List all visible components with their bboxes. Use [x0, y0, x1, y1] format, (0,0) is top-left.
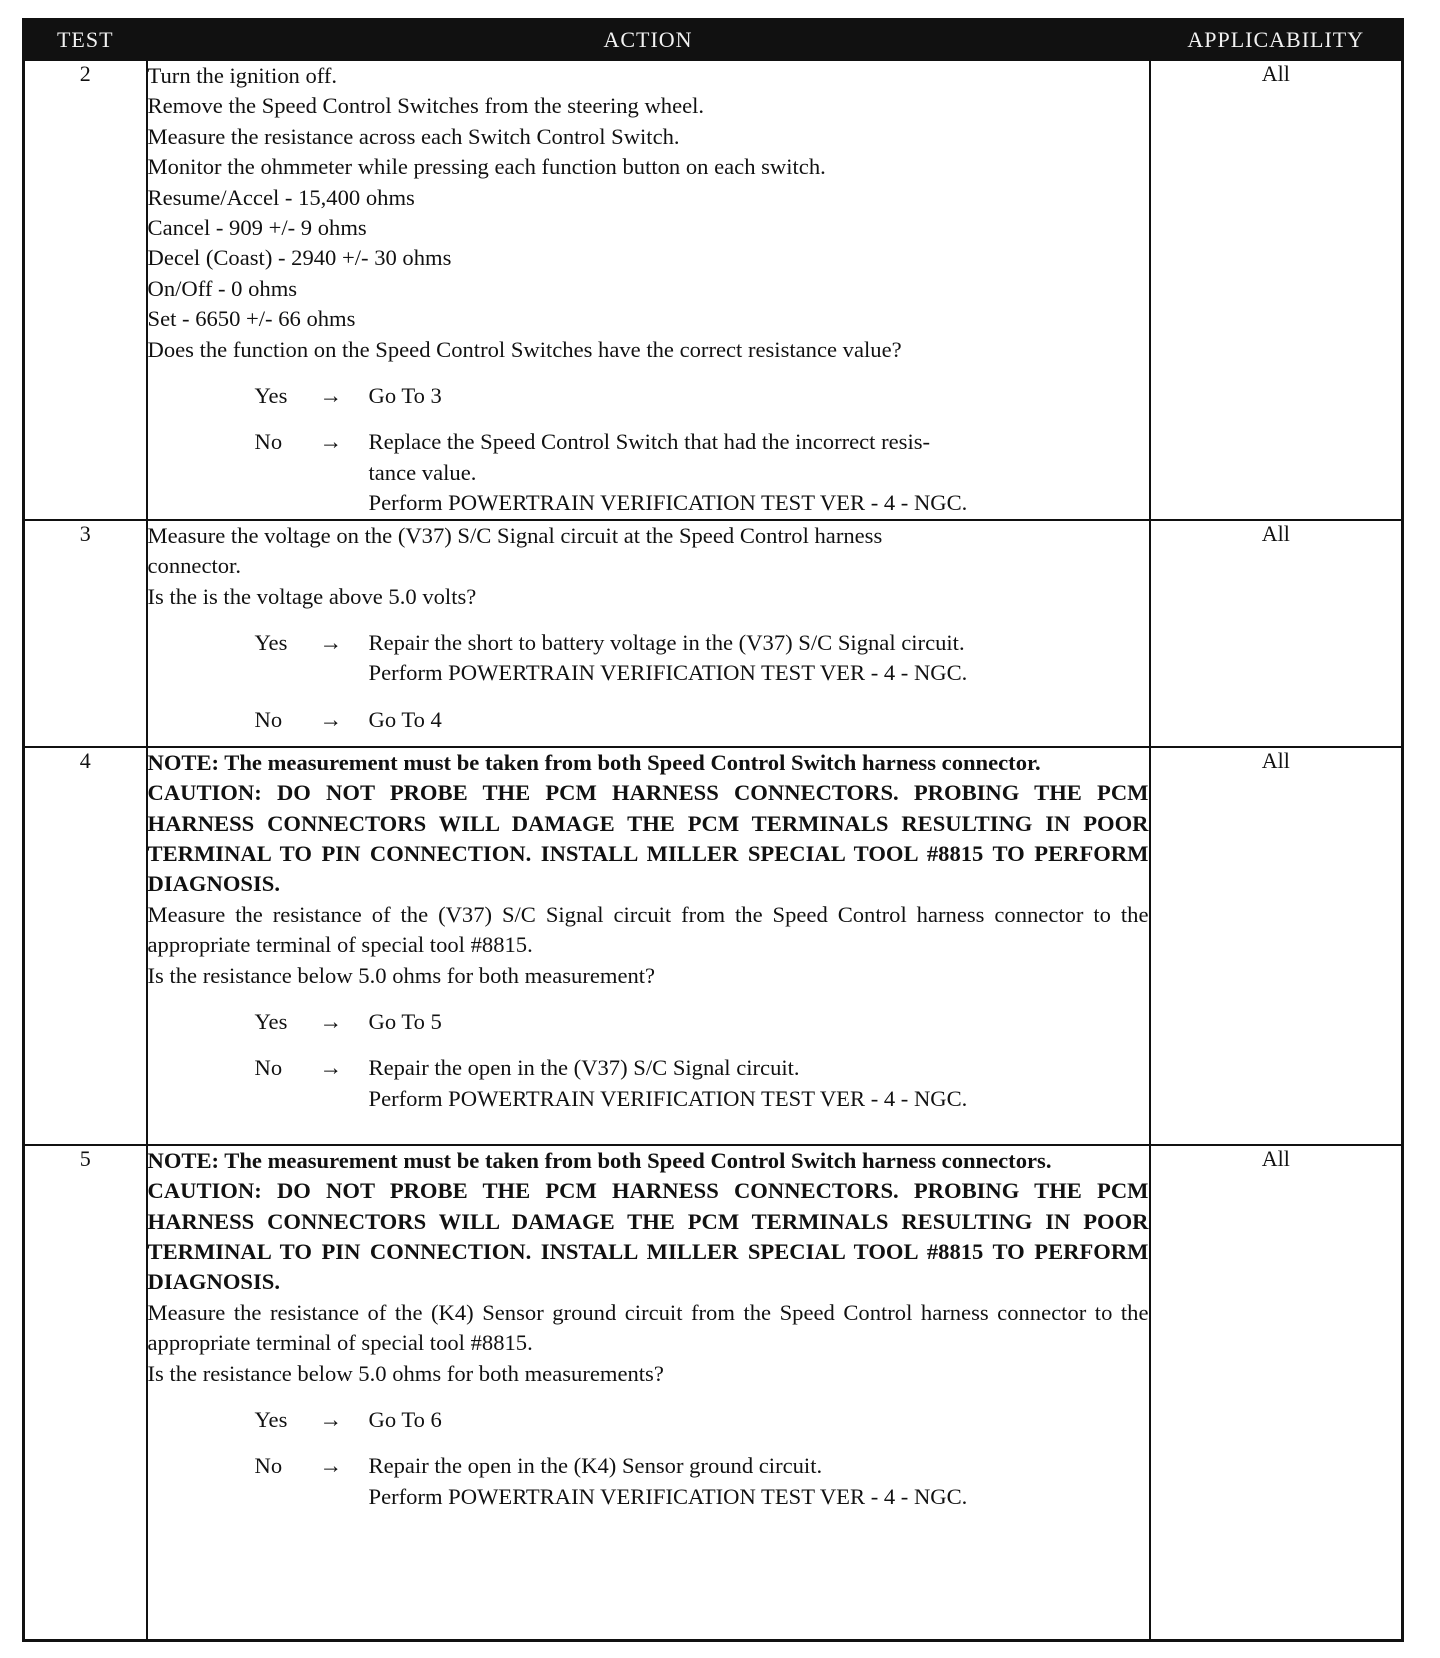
action-line: On/Off - 0 ohms	[147, 275, 298, 301]
action-line: Measure the resistance across each Switch Control Switch.	[147, 123, 680, 149]
test-number: 4	[24, 747, 147, 1145]
arrow-right-icon: →	[319, 1406, 343, 1432]
arrow-right-icon: →	[319, 383, 343, 409]
applicability-value: All	[1150, 520, 1403, 747]
note-text: NOTE: The measurement must be taken from both Speed Control Switch harness connector.	[147, 749, 1041, 775]
no-label: No	[254, 1055, 283, 1081]
result-text: Perform POWERTRAIN VERIFICATION TEST VER - 4 - NGC.	[368, 490, 968, 516]
yes-result	[148, 381, 1149, 411]
yes-label: Yes	[254, 1406, 288, 1432]
arrow-right-icon: →	[319, 706, 343, 732]
result-text: Go To 5	[368, 1008, 442, 1034]
arrow-right-icon: →	[319, 1055, 343, 1081]
yes-label: Yes	[254, 383, 288, 409]
test-number: 2	[24, 60, 147, 520]
caution-text: CAUTION: DO NOT PROBE THE PCM HARNESS CONNECTORS. PROBING THE PCM HARNESS CONNECTORS WILL DAMAGE THE PCM TERMINALS RESULTING IN POOR TERMINAL TO PIN CONNECTION. INSTALL MILLER SPECIAL TOOL #8815 TO PERFORM DIAGNOSIS.	[147, 1178, 1149, 1295]
applicability-value: All	[1150, 1145, 1403, 1641]
action-line: Monitor the ohmmeter while pressing each function button on each switch.	[147, 154, 826, 180]
result-text: tance value.	[368, 459, 477, 485]
result-text: Perform POWERTRAIN VERIFICATION TEST VER - 4 - NGC.	[368, 660, 968, 686]
action-line: Set - 6650 +/- 66 ohms	[147, 306, 356, 332]
arrow-right-icon: →	[319, 629, 343, 655]
applicability-value: All	[1150, 60, 1403, 520]
no-label: No	[254, 429, 283, 455]
caution-text: CAUTION: DO NOT PROBE THE PCM HARNESS CONNECTORS. PROBING THE PCM HARNESS CONNECTORS WILL DAMAGE THE PCM TERMINALS RESULTING IN POOR TERMINAL TO PIN CONNECTION. INSTALL MILLER SPECIAL TOOL #8815 TO PERFORM DIAGNOSIS.	[147, 780, 1149, 897]
action-line: Resume/Accel - 15,400 ohms	[147, 184, 415, 210]
result-text: Go To 4	[368, 706, 442, 732]
no-result	[148, 1451, 1149, 1512]
result-text: Replace the Speed Control Switch that had the incorrect resis-	[368, 429, 931, 455]
yes-label: Yes	[254, 1008, 288, 1034]
result-text: Perform POWERTRAIN VERIFICATION TEST VER - 4 - NGC.	[368, 1483, 968, 1509]
question-line: Is the resistance below 5.0 ohms for both measurements?	[147, 1360, 664, 1386]
result-text: Repair the open in the (K4) Sensor ground circuit.	[368, 1453, 823, 1479]
applicability-value: All	[1150, 747, 1403, 1145]
no-result	[148, 1053, 1149, 1114]
action-line: Measure the voltage on the (V37) S/C Signal circuit at the Speed Control harness	[147, 522, 883, 548]
action-line: Cancel - 909 +/- 9 ohms	[147, 215, 367, 241]
result-text: Repair the short to battery voltage in the (V37) S/C Signal circuit.	[368, 629, 965, 655]
action-body: Measure the resistance of the (V37) S/C Signal circuit from the Speed Control harness connector to the appropriate terminal of special tool #8815.	[147, 901, 1149, 958]
yes-result	[148, 1007, 1149, 1037]
no-label: No	[254, 706, 283, 732]
test-row	[24, 60, 1403, 520]
result-text: Go To 6	[368, 1406, 442, 1432]
test-number: 3	[24, 520, 147, 747]
diagnostic-test-table	[22, 18, 1404, 1642]
note-text: NOTE: The measurement must be taken from both Speed Control Switch harness connectors.	[147, 1147, 1052, 1173]
yes-result	[148, 628, 1149, 689]
action-body: Measure the resistance of the (K4) Sensor ground circuit from the Speed Control harness connector to the appropriate terminal of special tool #8815.	[147, 1299, 1149, 1356]
header-test: TEST	[24, 20, 147, 61]
action-line: Decel (Coast) - 2940 +/- 30 ohms	[147, 245, 452, 271]
result-text: Repair the open in the (V37) S/C Signal circuit.	[368, 1055, 800, 1081]
result-text: Perform POWERTRAIN VERIFICATION TEST VER - 4 - NGC.	[368, 1085, 968, 1111]
test-row	[24, 520, 1403, 747]
action-cell	[147, 520, 1150, 747]
header-row	[24, 20, 1403, 61]
header-action: ACTION	[147, 20, 1150, 61]
question-line: Is the resistance below 5.0 ohms for both measurement?	[147, 962, 656, 988]
yes-label: Yes	[254, 629, 288, 655]
yes-result	[148, 1405, 1149, 1435]
test-row	[24, 1145, 1403, 1641]
no-result	[148, 427, 1149, 518]
question-line: Does the function on the Speed Control Switches have the correct resistance value?	[147, 336, 902, 362]
question-line: Is the is the voltage above 5.0 volts?	[147, 583, 477, 609]
action-cell	[147, 60, 1150, 520]
action-cell	[147, 747, 1150, 1145]
action-line: connector.	[147, 553, 241, 579]
test-number: 5	[24, 1145, 147, 1641]
result-text: Go To 3	[368, 383, 442, 409]
no-result	[148, 705, 1149, 735]
arrow-right-icon: →	[319, 1008, 343, 1034]
action-line: Remove the Speed Control Switches from the steering wheel.	[147, 93, 705, 119]
test-row	[24, 747, 1403, 1145]
arrow-right-icon: →	[319, 429, 343, 455]
action-cell	[147, 1145, 1150, 1641]
action-line: Turn the ignition off.	[147, 63, 338, 88]
header-applicability: APPLICABILITY	[1150, 20, 1403, 61]
arrow-right-icon: →	[319, 1453, 343, 1479]
no-label: No	[254, 1453, 283, 1479]
